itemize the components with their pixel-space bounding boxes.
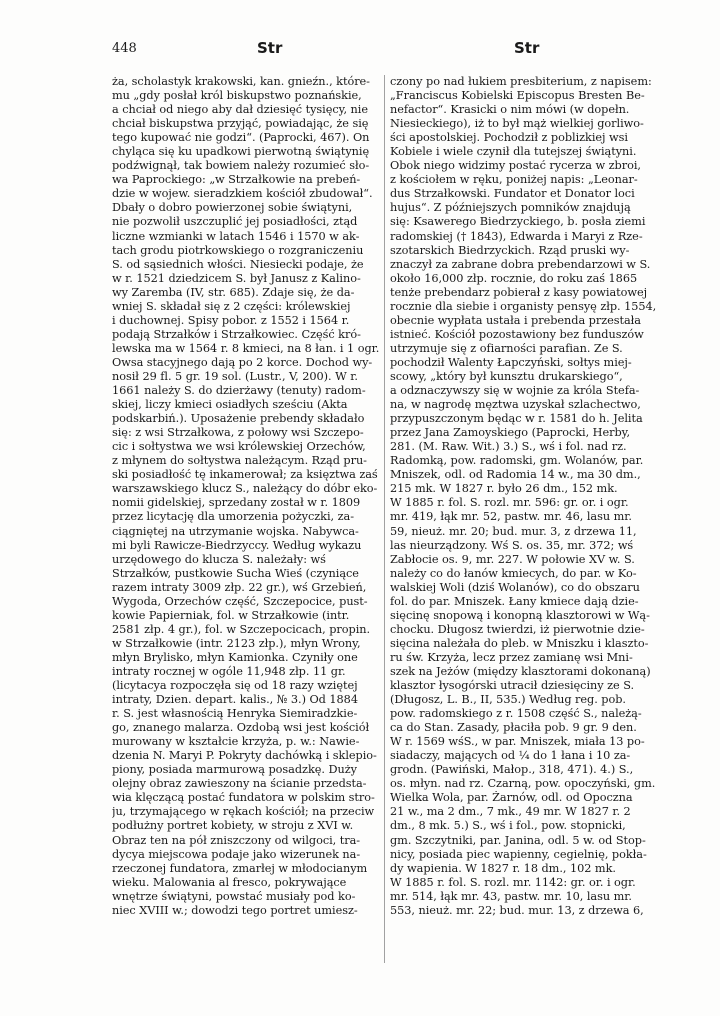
text-line: 59, nieuż. mr. 20; bud. mur. 3, z drzewa 11, bbox=[390, 524, 637, 538]
text-line: r. S. jest własnością Henryka Siemiradzkie- bbox=[112, 707, 358, 721]
text-line: ża, scholastyk krakowski, kan. gnieźn., które- bbox=[112, 75, 370, 88]
text-line: wnętrze świątyni, powstać musiały pod ko- bbox=[112, 889, 356, 903]
text-line: intraty rocznej w ogóle 11,948 złp. 11 gr. bbox=[112, 664, 346, 678]
text-line: W r. 1569 wśS., w par. Mniszek, miała 13 po- bbox=[390, 735, 645, 749]
text-line: podają Strzałków i Strzałkowiec. Część kró- bbox=[112, 327, 361, 341]
text-line: Kobiele i wiele czynił dla tutejszej świątyni. bbox=[390, 145, 637, 159]
text-line: murowany w kształcie krzyża, p. w.: Nawie- bbox=[112, 735, 360, 749]
text-line: rzeczonej fundatora, zmarłej w młodocianym bbox=[112, 861, 368, 875]
text-line: Dbały o dobro powierzonej sobie świątyni, bbox=[112, 201, 353, 215]
text-line: intraty, Dzien. depart. kalis., № 3.) Od 1884 bbox=[112, 693, 358, 707]
text-line: dus Strzałkowski. Fundator et Donator loci bbox=[390, 187, 635, 201]
text-line: 281. (M. Raw. Wit.) 3.) S., wś i fol. nad rz. bbox=[390, 440, 627, 454]
text-line: „Franciscus Kobielski Episcopus Bresten Be- bbox=[390, 89, 645, 103]
text-line: urzędowego do klucza S. należały: wś bbox=[112, 552, 326, 566]
text-line: chyląca się ku upadkowi pierwotną świątynię bbox=[112, 145, 370, 159]
text-line: około 16,000 złp. rocznie, do roku zaś 1865 bbox=[390, 271, 638, 285]
text-line: mu „gdy posłał król biskupstwo poznańskie, bbox=[112, 89, 362, 103]
text-line: sięcina należała do pleb. w Mniszku i klaszto- bbox=[390, 636, 649, 650]
text-line: dy wapienia. W 1827 r. 18 dm., 102 mk. bbox=[390, 861, 616, 875]
text-line: przez licytację dla umorzenia pożyczki, za- bbox=[112, 510, 354, 524]
text-line: cic i sołtystwa we wsi królewskiej Orzechów, bbox=[112, 440, 366, 454]
text-line: Mniszek, odl. od Radomia 14 w., ma 30 dm., bbox=[390, 468, 641, 482]
text-line: z młynem do sołtystwa należącym. Rząd pru- bbox=[112, 454, 367, 468]
text-line: 553, nieuż. mr. 22; bud. mur. 13, z drzewa 6, bbox=[390, 903, 644, 917]
column-divider bbox=[384, 75, 385, 963]
text-line: mr. 419, łąk mr. 52, pastw. mr. 46, lasu mr. bbox=[390, 510, 632, 524]
text-line: wniej S. składał się z 2 części: królewskiej bbox=[112, 299, 351, 313]
text-line: las nieurządzony. Wś S. os. 35, mr. 372; wś bbox=[390, 538, 634, 552]
text-line: dycya miejscowa podaje jako wizerunek na- bbox=[112, 847, 361, 861]
text-line: niec XVIII w.; dowodzi tego portret umiesz- bbox=[112, 903, 358, 917]
text-line: liczne wzmianki w latach 1546 i 1570 w ak- bbox=[112, 229, 360, 243]
text-line: się: z wsi Strzałkowa, z połowy wsi Szczepo- bbox=[112, 426, 364, 440]
text-line: Obraz ten na pół zniszczony od wilgoci, tra- bbox=[112, 833, 361, 847]
text-line: podźwignął, tak bowiem należy rozumieć sło- bbox=[112, 159, 370, 173]
text-line: grodn. (Pawiński, Małop., 318, 471). 4.) S., bbox=[390, 763, 634, 777]
text-line: dzie w wojew. sieradzkiem kościół zbudował“. bbox=[112, 187, 373, 201]
text-line: przez Jana Zamoyskiego (Paprocki, Herby, bbox=[390, 426, 631, 440]
text-line: mi byli Rawicze-Biedrzyccy. Według wykazu bbox=[112, 538, 362, 552]
text-line: nosił 29 fl. 5 gr. 19 sol. (Lustr., V, 200). W r. bbox=[112, 369, 358, 383]
text-line: ciągniętej na utrzymanie wojska. Nabywca- bbox=[112, 524, 359, 538]
text-line: należy co do łanów kmiecych, do par. w Ko- bbox=[390, 566, 637, 580]
text-line: skiej, liczy kmieci osiadłych sześciu (Akta bbox=[112, 398, 348, 412]
text-line: klasztor łysogórski utracił dziesięciny ze S. bbox=[390, 679, 635, 693]
text-line: Zabłocie os. 9, mr. 227. W połowie XV w. S. bbox=[390, 552, 635, 566]
text-line: a odznaczywszy się w wojnie za króla Stefa- bbox=[390, 384, 640, 398]
text-line: ści apostolskiej. Pochodził z poblizkiej wsi bbox=[390, 131, 628, 145]
text-line: tenże prebendarz pobierał z kasy powiatowej bbox=[390, 285, 648, 299]
right-text-column bbox=[390, 75, 662, 918]
text-line: Strzałków, pustkowie Sucha Wieś (czyniące bbox=[112, 566, 359, 580]
text-line: nie pozwolił uszczuplić jej posiadłości, ztąd bbox=[112, 215, 358, 229]
text-line: tego kupować nie godzi“. (Paprocki, 467). On bbox=[112, 131, 370, 145]
text-line: podskarbiń.). Uposażenie prebendy składało bbox=[112, 412, 365, 426]
text-line: gm. Szczytniki, par. Janina, odl. 5 w. od Stop- bbox=[390, 833, 646, 847]
text-line: szek na Jeżów (między klasztorami dokonaną) bbox=[390, 664, 651, 678]
text-line: rocznie dla siebie i organisty pensyę złp. 1554, bbox=[390, 299, 657, 313]
text-line: go, znanego malarza. Ozdobą wsi jest kościół bbox=[112, 721, 370, 735]
running-headword-right: Str bbox=[514, 39, 540, 57]
running-headword-left: Str bbox=[257, 39, 283, 57]
left-text-column bbox=[112, 75, 384, 918]
text-line: 215 mk. W 1827 r. było 26 dm., 152 mk. bbox=[390, 482, 618, 496]
text-line: młyn Brylisko, młyn Kamionka. Czyniły one bbox=[112, 650, 358, 664]
text-line: Radomką, pow. radomski, gm. Wolanów, par. bbox=[390, 454, 644, 468]
text-line: lewska ma w 1564 r. 8 kmieci, na 8 łan. i 1 ogr. bbox=[112, 341, 380, 355]
text-line: Wielka Wola, par. Żarnów, odl. od Opoczna bbox=[390, 791, 633, 805]
text-line: kowie Papierniak, fol. w Strzałkowie (intr. bbox=[112, 608, 350, 622]
text-line: W 1885 r. fol. S. rozl. mr. 596: gr. or. i ogr. bbox=[390, 496, 629, 510]
page-number: 448 bbox=[112, 41, 137, 56]
text-line: nicy, posiada piec wapienny, cegielnię, pokła- bbox=[390, 847, 647, 861]
text-line: dm., 8 mk. 5.) S., wś i fol., pow. stopnicki, bbox=[390, 819, 626, 833]
text-line: radomskiej († 1843), Edwarda i Maryi z Rze- bbox=[390, 229, 643, 243]
text-line: 1661 należy S. do dzierżawy (tenuty) radom- bbox=[112, 384, 366, 398]
text-line: ca do Stan. Zasady, płaciła pob. 9 gr. 9 den. bbox=[390, 721, 637, 735]
text-line: W 1885 r. fol. S. rozl. mr. 1142: gr. or. i ogr. bbox=[390, 875, 636, 889]
text-line: Niesieckiego), iż to był mąż wielkiej gorliwo- bbox=[390, 117, 644, 131]
text-line: czony po nad łukiem presbiterium, z napisem: bbox=[390, 75, 652, 88]
text-line: hujus“. Z późniejszych pomników znajdują bbox=[390, 201, 631, 215]
text-line: nomii gidelskiej, sprzedany został w r. 1809 bbox=[112, 496, 361, 510]
text-line: chocku. Długosz twierdzi, iż pierwotnie dzie- bbox=[390, 622, 645, 636]
text-line: olejny obraz zawieszony na ścianie przedsta- bbox=[112, 777, 367, 791]
text-line: (Długosz, L. B., II, 535.) Według reg. pob. bbox=[390, 693, 626, 707]
text-line: scowy, „który był kunsztu drukarskiego“, bbox=[390, 369, 623, 383]
text-line: dzenia N. Maryi P. Pokryty dachówką i sklepio- bbox=[112, 749, 377, 763]
text-line: warszawskiego klucz S., należący do dóbr eko- bbox=[112, 482, 378, 496]
text-line: razem intraty 3009 złp. 22 gr.), wś Grzebień, bbox=[112, 580, 367, 594]
text-line: ski posiadłość tę inkamerował; za księztwa zaś bbox=[112, 468, 378, 482]
text-line: sięcinę snopową i konopną klasztorowi w Wą- bbox=[390, 608, 650, 622]
text-line: 2581 złp. 4 gr.), fol. w Szczepocicach, propin. bbox=[112, 622, 371, 636]
text-line: (licytacya rozpoczęła się od 18 razy wziętej bbox=[112, 679, 358, 693]
text-line: 21 w., ma 2 dm., 7 mk., 49 mr. W 1827 r. 2 bbox=[390, 805, 631, 819]
text-line: w Strzałkowie (intr. 2123 złp.), młyn Wrony, bbox=[112, 636, 361, 650]
text-line: wieku. Malowania al fresco, pokrywające bbox=[112, 875, 347, 889]
text-line: nefactor“. Krasicki o nim mówi (w dopełn. bbox=[390, 103, 630, 117]
text-line: fol. do par. Mniszek. Łany kmiece dają dzie- bbox=[390, 594, 639, 608]
text-line: przypuszczonym będąc w r. 1581 do h. Jelita bbox=[390, 412, 643, 426]
text-line: z kościołem w ręku, poniżej napis: „Leonar- bbox=[390, 173, 638, 187]
text-line: się: Ksawerego Biedrzyckiego, b. posła ziemi bbox=[390, 215, 646, 229]
text-line: walskiej Woli (dziś Wolanów), co do obszaru bbox=[390, 580, 640, 594]
text-line: utrzymuje się z ofiarności parafian. Ze S. bbox=[390, 341, 623, 355]
text-line: tach grodu piotrkowskiego o rozgraniczeniu bbox=[112, 243, 364, 257]
text-line: pochodził Walenty Łapczyński, sołtys miej- bbox=[390, 355, 632, 369]
text-line: wa Paprockiego: „w Strzałkowie na prebeń- bbox=[112, 173, 361, 187]
text-line: siadaczy, mających od ¼ do 1 łana i 10 za- bbox=[390, 749, 631, 763]
text-line: mr. 514, łąk mr. 43, pastw. mr. 10, lasu mr. bbox=[390, 889, 632, 903]
text-line: piony, posiada marmurową posadzkę. Duży bbox=[112, 763, 357, 777]
text-line: obecnie wypłata ustała i prebenda przestała bbox=[390, 313, 641, 327]
text-line: pow. radomskiego z r. 1508 część S., należą- bbox=[390, 707, 642, 721]
text-line: ju, trzymającego w rękach kościół; na przeciw bbox=[112, 805, 375, 819]
text-line: szotarskich Biedrzyckich. Rząd pruski wy- bbox=[390, 243, 630, 257]
text-line: Obok niego widzimy postać rycerza w zbroi, bbox=[390, 159, 641, 173]
text-line: wy Zaremba (IV, str. 685). Zdaje się, że da- bbox=[112, 285, 355, 299]
text-line: Wygoda, Orzechów część, Szczepocice, pust- bbox=[112, 594, 368, 608]
text-line: podłużny portret kobiety, w stroju z XVI w. bbox=[112, 819, 354, 833]
text-line: Owsa stacyjnego dają po 2 korce. Dochod wy- bbox=[112, 355, 373, 369]
text-line: na, w nagrodę męztwa uzyskał szlachectwo, bbox=[390, 398, 641, 412]
text-line: S. od sąsiednich włości. Niesiecki podaje, że bbox=[112, 257, 364, 271]
text-line: a chciał od niego aby dał dziesięć tysięcy, nie bbox=[112, 103, 368, 117]
text-line: os. młyn. nad rz. Czarną, pow. opoczyński, gm. bbox=[390, 777, 656, 791]
text-line: w r. 1521 dziedzicem S. był Janusz z Kalino- bbox=[112, 271, 361, 285]
text-line: istnieć. Kościół pozostawiony bez funduszów bbox=[390, 327, 644, 341]
page-header bbox=[112, 41, 690, 61]
text-line: znaczył za zabrane dobra prebendarzowi w S. bbox=[390, 257, 651, 271]
text-line: ru św. Krzyża, lecz przez zamianę wsi Mni- bbox=[390, 650, 633, 664]
text-line: chciał biskupstwa przyjąć, powiadając, że się bbox=[112, 117, 369, 131]
text-line: i duchownej. Spisy pobor. z 1552 i 1564 r. bbox=[112, 313, 350, 327]
text-line: wia klęczącą postać fundatora w polskim stro- bbox=[112, 791, 375, 805]
